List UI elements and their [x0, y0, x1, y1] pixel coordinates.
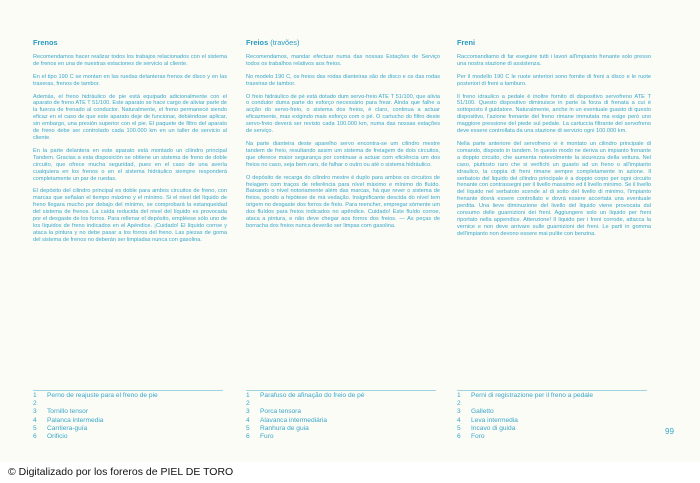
legend-item: 5 Carrilera-guía — [33, 424, 88, 432]
legend-spanish — [33, 390, 223, 441]
column-italian — [457, 40, 651, 244]
paragraph: Il freno idraulico a pedale è inoltre fornito di dispositivo servofreno ATE T 51/100. Questo dispositivo diminuisce in parte la forza di frenata a cui è sottoposto il guidatore. Naturalmente, anche in un eventuale guasto di questo dispositivo, l'azione frenante del freno rimane immutata ma esige però uno maggiore pressione del piede sul pedale. La cartuccia filtrante del servofreno deve essere controllata da una stazione di servizio ogni 100.000 km. — [457, 93, 651, 135]
legend-item: 4 Palanca intermedia — [33, 416, 104, 424]
paragraph: Recomendamos, mandar efectuar numa das nossas Estações de Serviço todos os trabalhos relativos aos freios. — [246, 53, 440, 67]
legend-item: 5 Ranhura de guia — [246, 424, 309, 432]
scan-credit-text: © Digitalizado por los foreros de PIEL DE TORO — [8, 466, 234, 478]
page-number: 99 — [665, 427, 674, 436]
paragraph: Nella parte anteriore del servofreno vi è montato un cilindro principale di comando, disposto in tandem. In questo modo ne deriva un impianto frenante a doppio circuito, che aumenta notevolmente la sicurezza della vettura. Nel caso, piuttosto raro che si verifichi un guasto ad un freno o all'impianto idraulico, la coppia di freni rimane sempre completamente in azione. Il serbatoio del liquido del cilindro principale è a doppio corpo per ogni circuito frenante con contrassegni per il livello massimo ed il livello minimo. Se il livello del liquido nel serbatoio scende al di sotto del livello di minimo, l'impianto frenante dovrà essere controllato e dovrà essere accertata una eventuale perdita. Una lieve diminuzione del livello del liquido viene provocata dal consumo delle guarnizioni dei freni. Aggiungere solo un liquido per freni riportato nella appendice. Attenzione! Il liquido per i freni corrode, attacca la vernice e non deve arrivare sulle guarnizioni dei freni. Le parti in gomma dell'impianto non devono essere mai pulite con benzina. — [457, 140, 651, 237]
legend-item: 3 Galletto — [457, 408, 494, 416]
paragraph: Además, el freno hidráulico de pie está equipado adicionalmente con el aparato de freno ATE T 51/100. Este aparato se hace cargo de aliviar parte de la fuerza de frenado al conductor. Naturalmente, el freno permanecé siendo eficaz en el caso de que este aparato deje de funcionar, debiéndose aplicar, sin embargo, una presión superior con el pie. El paquete de filtro del aparato de freno debe ser controlado cada 100.000 km en un taller de servicio al cliente. — [33, 93, 227, 141]
legend-item: 6 Furo — [246, 433, 274, 441]
column-spanish — [33, 40, 227, 250]
paragraph: No modelo 190 C, os freios das rodas dianteiras são de disco e os das rodas traseiras de tambor. — [246, 73, 440, 87]
legend-item: 1 Parafuso de afinação do freio de pé — [246, 390, 436, 400]
paragraph: En la parte delantera en este aparato está montado un cilindro principal Tandem. Gracias a esta disposición se obtiene un sistema de freno de doble circuito, que ofrece mucha seguridad, pues en el caso de una avería cualquiera en los frenos o en el sistema hidráulico siempre responderá completamente un par de ruedas. — [33, 147, 227, 182]
paragraph: Per il modello 190 C le ruote anteriori sono fornite di freni a disco e le ruote posteriori di freni a tamburo. — [457, 73, 651, 87]
paragraph: Raccomandiamo di far eseguire tutti i lavori all'impianto frenante solo presso una nostra stazione di assistenza. — [457, 53, 651, 67]
legend-item: 2 — [33, 400, 37, 408]
column-portuguese — [246, 40, 440, 236]
paragraph: O freio hidráulico de pé está dotado dum servo-freio ATE T 51/100, que alivia o condutor duma parte do esforço necessário para frear. Ainda que falhe a acção do servo-freio, o sistema dos freios, é claro, continua a actuar eficazmente, mas exigindo mais esforço com o pé. O cartucho do filtro deste servo-freio deverá ser revisto cada 100.000 km, numa das nossas estações de serviço. — [246, 93, 440, 135]
paragraph: O depósito de recarga do cilindro mestre é duplo para ambos os circuitos de freiagem com traços de referência para nível máximo e mínimo do fluído. Baixando o nível notoriamente além das marcas, há que rever o sistema de freios, pondo a hipótese de má vedação. Insignificante descida do nível tem origem no desgaste dos forros de freio. Para reencher, empregar sòmente um dos fluídos para freios indicados no apêndice. Cuidado! Este fluído corroe, ataca a pintura, e não deve chegar aos forros dos freios. — As peças de borracha dos freios nunca deverão ser limpas com gasolina. — [246, 174, 440, 229]
legend-item: 6 Orificio — [33, 433, 68, 441]
legend-item: 6 Foro — [457, 433, 485, 441]
legend-portuguese — [246, 390, 436, 441]
paragraph: Recomendamos hacer realizar todos los trabajos relacionados con el sistema de frenos en una de nuestras estaciones de servicio al cliente. — [33, 53, 227, 67]
legend-item: 4 Leva intermedia — [457, 416, 518, 424]
legend-item: 2 — [457, 400, 461, 408]
column-title: Freios (travões) — [246, 38, 300, 47]
legend-item: 4 Alavanca intermediária — [246, 416, 328, 424]
column-title: Freni — [457, 38, 476, 47]
paragraph: En el tipo 190 C se montan en las ruedas delanteras frenos de disco y en las traseras, frenos de tambor. — [33, 73, 227, 87]
paragraph: Na parte dianteira deste aparelho servo encontra-se um cilindro mestre tandem de freio, resultando assim um sistema de freiagem de dois circuitos, que oferece maior segurança por continuar a actuar com eficiência um dos freios no caso, seja bem raro, de falhar o outro ou até o sistema hidráulico. — [246, 140, 440, 168]
paragraph: El depósito del cilindro principal es doble para ambos circuitos de freno, con marcas que señalan el tiempo máximo y el mínimo. Si el nivel del líquido de freno llegara mucho por debajo del mínimo, se comprobará la estanqueidad del sistema de frenos. La caída reducida del nivel del líquido es provocada por el desgaste de los forros. Para rellenar el depósito, empléese sólo uno de los líquidos de freno indicados en el Apéndice. ¡Cuidado! El líquido corroe y ataca la pintura y no debe pasar a los forros del freno. Las piezas de goma del sistema de frenos no deberán ser limpiadas nunca con gasolina. — [33, 188, 227, 243]
legend-item: 5 Incavo di guida — [457, 424, 516, 432]
scan-credit — [0, 462, 700, 483]
legend-item: 3 Tornillo tensor — [33, 408, 89, 416]
legend-item: 3 Porca tensora — [246, 408, 302, 416]
legend-item: 1 Perno de reajuste para el freno de pie — [33, 390, 223, 400]
legend-italian — [457, 390, 647, 441]
column-title: Frenos — [33, 38, 58, 47]
legend-item: 1 Perni di registrazione per il freno a pedale — [457, 390, 647, 400]
legend-item: 2 — [246, 400, 250, 408]
